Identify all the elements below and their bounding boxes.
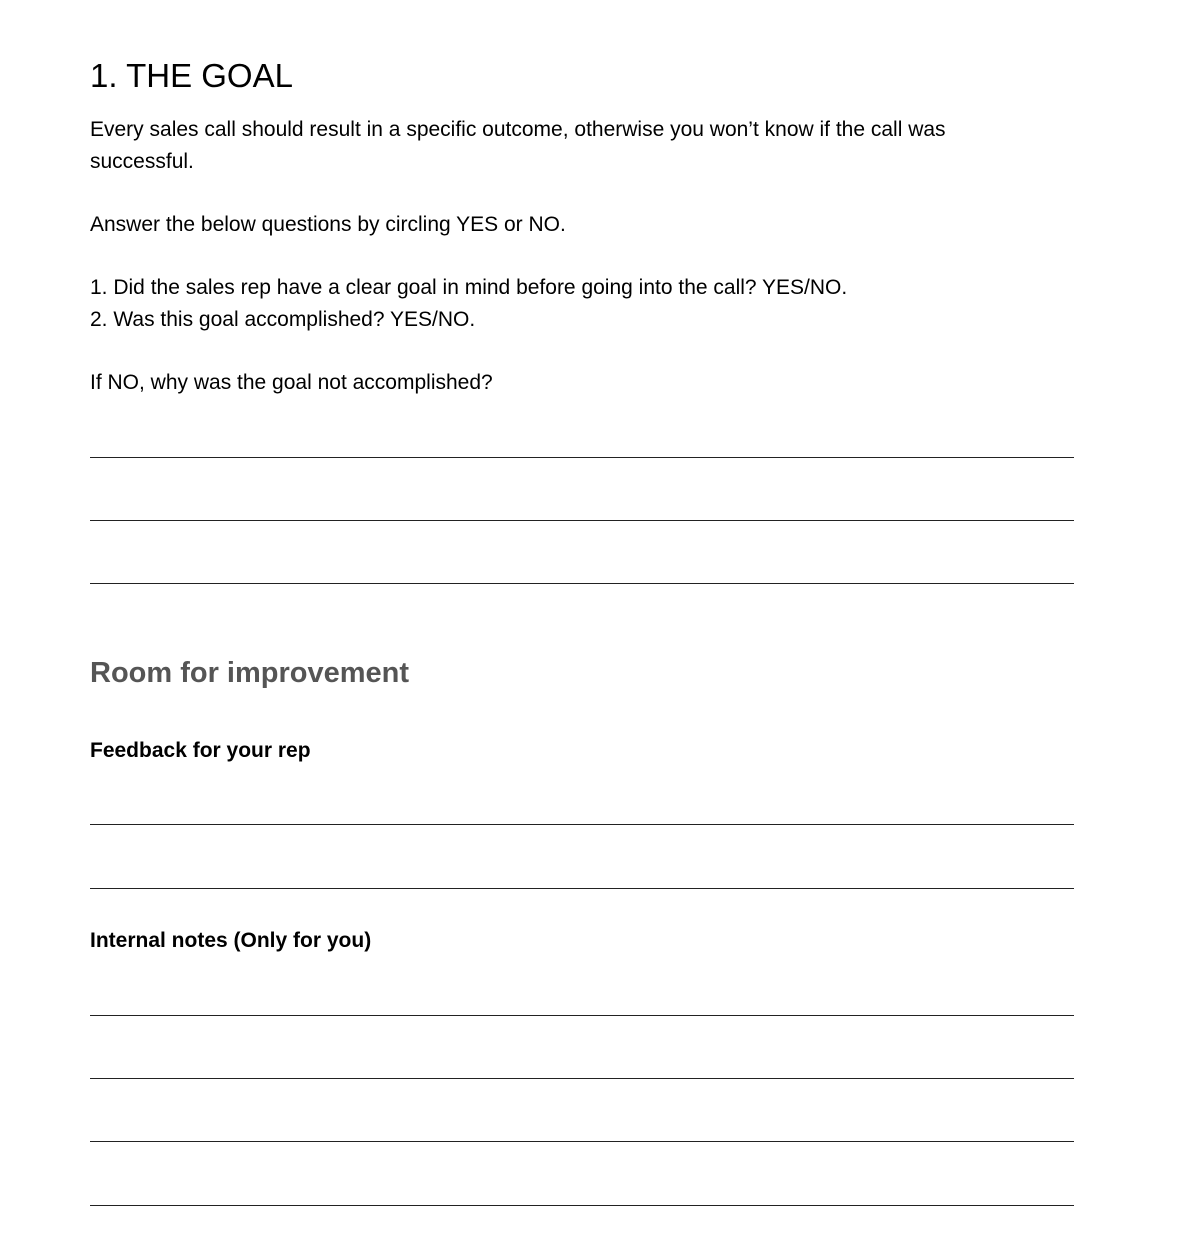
question-2: 2. Was this goal accomplished? YES/NO. (90, 308, 476, 331)
internal-notes-line[interactable] (90, 1078, 1074, 1079)
internal-notes-line[interactable] (90, 1015, 1074, 1016)
internal-notes-line[interactable] (90, 1205, 1074, 1206)
internal-notes-line[interactable] (90, 1141, 1074, 1142)
answer-line[interactable] (90, 583, 1074, 584)
question-1: 1. Did the sales rep have a clear goal in mind before going into the call? YES/NO. (90, 276, 848, 299)
instruction-text: Answer the below questions by circling YES or NO. (90, 213, 566, 236)
intro-paragraph: Every sales call should result in a specific outcome, otherwise you won’t know if the call was successful. (90, 118, 946, 173)
section-title: 1. THE GOAL (90, 57, 293, 94)
improvement-heading: Room for improvement (90, 657, 410, 689)
feedback-label: Feedback for your rep (90, 739, 311, 762)
feedback-line[interactable] (90, 888, 1074, 889)
follow-up-question: If NO, why was the goal not accomplished? (90, 371, 493, 394)
feedback-line[interactable] (90, 824, 1074, 825)
answer-line[interactable] (90, 457, 1074, 458)
answer-line[interactable] (90, 520, 1074, 521)
internal-notes-label: Internal notes (Only for you) (90, 929, 372, 952)
